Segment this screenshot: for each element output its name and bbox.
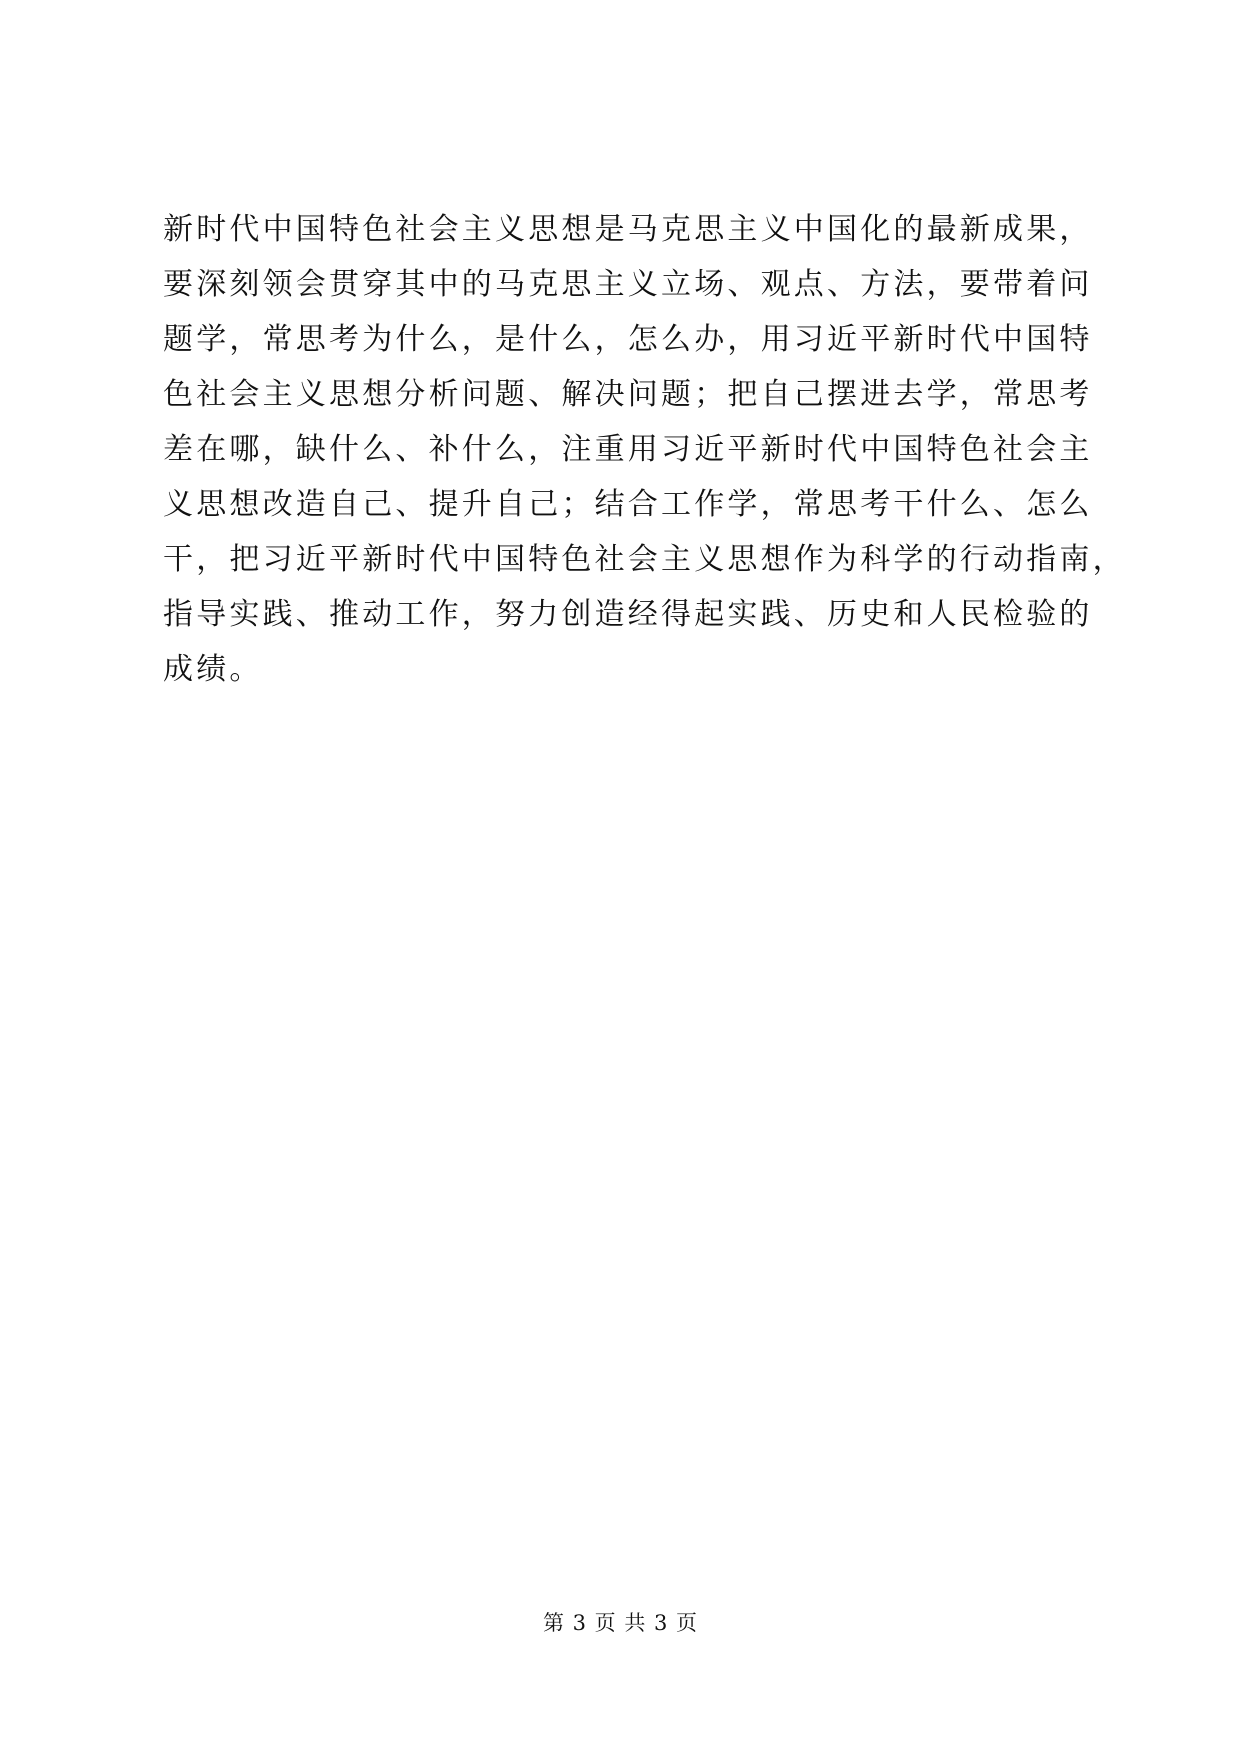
paragraph-line: 色社会主义思想分析问题、解决问题；把自己摆进去学，常思考 xyxy=(163,377,1093,412)
paragraph-line: 题学，常思考为什么，是什么，怎么办，用习近平新时代中国特 xyxy=(163,322,1093,357)
paragraph-line: 指导实践、推动工作，努力创造经得起实践、历史和人民检验的 xyxy=(163,597,1093,632)
paragraph-line: 干，把习近平新时代中国特色社会主义思想作为科学的行动指南， xyxy=(163,542,1126,577)
paragraph-line: 要深刻领会贯穿其中的马克思主义立场、观点、方法，要带着问 xyxy=(163,267,1093,302)
paragraph-line: 差在哪，缺什么、补什么，注重用习近平新时代中国特色社会主 xyxy=(163,432,1093,467)
page-number-footer: 第 3 页 共 3 页 xyxy=(542,1611,699,1635)
body-paragraph xyxy=(163,202,1126,697)
paragraph-line: 成绩。 xyxy=(163,652,263,687)
paragraph-line: 新时代中国特色社会主义思想是马克思主义中国化的最新成果， xyxy=(163,212,1093,247)
paragraph-line: 义思想改造自己、提升自己；结合工作学，常思考干什么、怎么 xyxy=(163,487,1093,522)
